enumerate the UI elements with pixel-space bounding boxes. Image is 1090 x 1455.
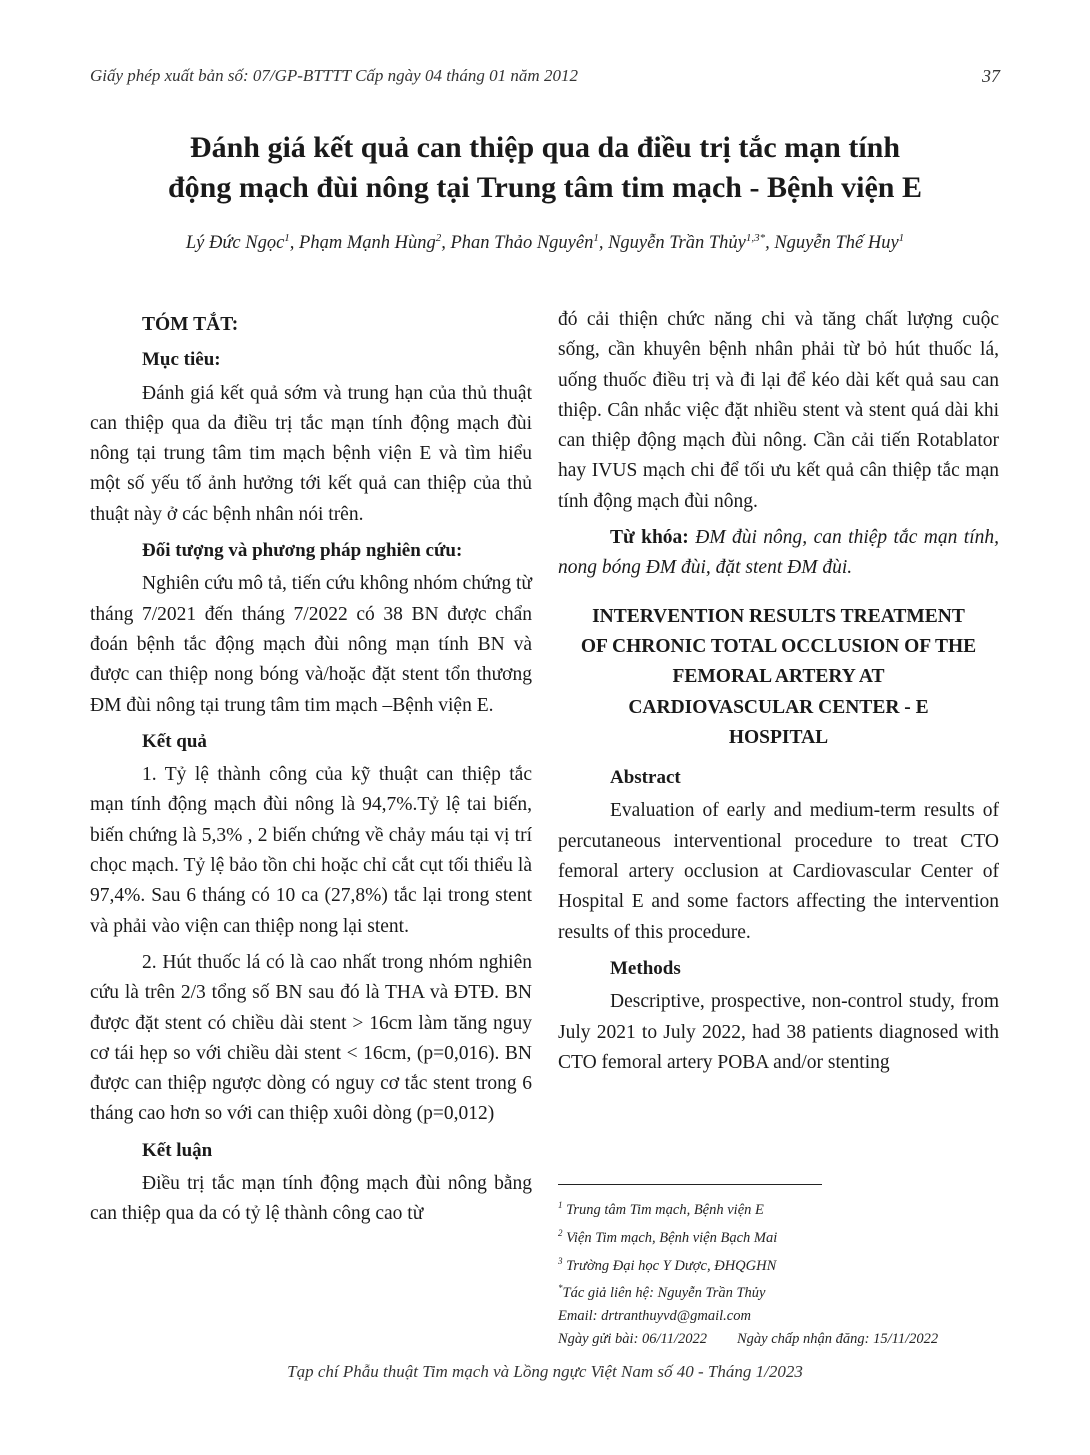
footnote-mark: 1 <box>558 1200 563 1210</box>
results-heading: Kết quả <box>142 730 207 752</box>
conclusion-paragraph-part-2: đó cải thiện chức năng chi và tăng chất lượng cuộc sống, cần khuyên bệnh nhân phải từ bỏ hút thuốc lá, uống thuốc điều trị và đi lại để kéo dài kết quả sau can thiệp. Cân nhắc việc đặt nhiều stent và stent quá dài khi can thiệp động mạch đùi nông. Cần cải tiến Rotablator hay IVUS mạch chi để tối ưu kết quả cân thiệp tắc mạn tính động mạch đùi nông. <box>558 309 999 512</box>
footnote-item <box>558 1194 1018 1222</box>
author-separator: , <box>598 233 609 254</box>
abstract-paragraph: Evaluation of early and medium-term results of percutaneous interventional procedure to treat CTO femoral artery occlusion at Cardiovascular Center of Hospital E and some factors affecting the intervention results of this procedure. <box>558 800 999 943</box>
footnote-text: Trường Đại học Y Dược, ĐHQGHN <box>562 1257 777 1274</box>
author-list <box>60 232 1030 254</box>
author-name: Phạm Mạnh Hùng <box>299 233 436 254</box>
english-methods-paragraph: Descriptive, prospective, non-control study, from July 2021 to July 2022, had 38 patients diagnosed with CTO femoral artery POBA and/or stenting <box>558 991 999 1073</box>
english-title-line: HOSPITAL <box>728 726 829 748</box>
accepted-date: Ngày chấp nhận đăng: 15/11/2022 <box>737 1331 939 1348</box>
summary-heading: TÓM TẮT: <box>142 314 239 335</box>
footnotes <box>558 1194 1018 1351</box>
objective-heading: Mục tiêu: <box>142 349 221 371</box>
english-title-line: INTERVENTION RESULTS TREATMENT <box>592 605 965 627</box>
footnote-mark: 3 <box>558 1255 563 1266</box>
author-name: Lý Đức Ngọc <box>185 233 285 254</box>
author-name: Nguyễn Trần Thủy <box>608 233 746 254</box>
author-name: Nguyễn Thế Huy <box>774 233 899 254</box>
running-header <box>90 66 1000 96</box>
results-paragraph-1: 1. Tỷ lệ thành công của kỹ thuật can thiệp tắc mạn tính động mạch đùi nông là 94,7%.Tỷ lệ tai biến, biến chứng là 5,3% , 2 biến chứng về chảy máu tại vị trí chọc mạch. Tỷ lệ bảo tồn chi hoặc chỉ cắt cụt tối thiểu là 97,4%. Sau 6 tháng có 10 ca (27,8%) tắc lại trong stent và phải vào viện can thiệp nong lại stent. <box>90 764 532 937</box>
author-separator: , <box>441 233 451 254</box>
author-affiliation: 2 <box>435 232 442 244</box>
article-title <box>60 128 1030 208</box>
author-affiliation: 1 <box>284 232 290 244</box>
keywords-label: Từ khóa: <box>610 527 689 549</box>
keywords-text: ĐM đùi nông, can thiệp tắc mạn tính, nong bóng ĐM đùi, đặt stent ĐM đùi. <box>558 527 999 579</box>
footnote-item <box>558 1250 1018 1278</box>
license-text: Giấy phép xuất bản số: 07/GP-BTTTT Cấp ngày 04 tháng 01 năm 2012 <box>90 66 578 85</box>
author-separator: , <box>289 233 300 254</box>
english-title <box>558 602 999 753</box>
footnote-text: Tác giả liên hệ: Nguyễn Trần Thủy <box>562 1285 766 1302</box>
author-separator: , <box>765 233 775 254</box>
author-affiliation: 1,3* <box>745 232 766 244</box>
received-date: Ngày gửi bài: 06/11/2022 <box>558 1331 708 1348</box>
left-column <box>90 310 532 1230</box>
english-title-line: OF CHRONIC TOTAL OCCLUSION OF THE <box>580 635 977 657</box>
author-name: Phan Thảo Nguyên <box>450 233 594 254</box>
title-line-1: Đánh giá kết quả can thiệp qua da điều trị tắc mạn tính <box>189 131 901 164</box>
objective-paragraph: Đánh giá kết quả sớm và trung hạn của thủ thuật can thiệp qua da điều trị tắc mạn tính động mạch đùi nông tại trung tâm tim mạch bệnh viện E và tìm hiểu một số yếu tố ảnh hưởng tới kết quả can thiệp của thủ thuật này ở các bệnh nhân nói trên. <box>90 382 532 525</box>
keywords <box>558 523 999 584</box>
conclusion-heading: Kết luận <box>142 1139 213 1161</box>
right-column <box>558 305 999 1078</box>
footnote-text: Viện Tim mạch, Bệnh viện Bạch Mai <box>562 1229 778 1246</box>
submission-dates <box>558 1328 1018 1351</box>
conclusion-paragraph-part-1: Điều trị tắc mạn tính động mạch đùi nông bằng can thiệp qua da có tỷ lệ thành công cao từ <box>90 1173 532 1225</box>
methods-paragraph: Nghiên cứu mô tả, tiến cứu không nhóm chứng từ tháng 7/2021 đến tháng 7/2022 có 38 BN được chẩn đoán bệnh tắc động mạch đùi nông mạn tính BN và được can thiệp nong bóng và/hoặc đặt stent tổn thương ĐM đùi nông tại trung tâm tim mạch –Bệnh viện E. <box>90 573 532 716</box>
abstract-heading: Abstract <box>610 767 681 789</box>
footnote-mark: * <box>558 1283 563 1294</box>
english-methods-heading: Methods <box>610 957 681 979</box>
english-title-line: FEMORAL ARTERY AT <box>672 666 885 688</box>
methods-heading: Đối tượng và phương pháp nghiên cứu: <box>142 540 463 562</box>
title-line-2: động mạch đùi nông tại Trung tâm tim mạch - Bệnh viện E <box>168 171 922 204</box>
footnote-text: Trung tâm Tim mạch, Bệnh viện E <box>562 1201 764 1218</box>
footnote-mark: 2 <box>558 1227 563 1238</box>
english-title-line: CARDIOVASCULAR CENTER - E <box>628 696 929 718</box>
footnote-divider <box>558 1184 822 1185</box>
author-affiliation: 1 <box>898 232 905 244</box>
results-paragraph-2: 2. Hút thuốc lá có là cao nhất trong nhóm nghiên cứu là trên 2/3 tổng số BN sau đó là THA và ĐTĐ. BN được đặt stent có chiều dài stent > 16cm làm tăng nguy cơ tái hẹp so với chiều dài stent < 16cm, (p=0,016). BN được can thiệp ngược dòng có nguy cơ tắc stent trong 6 tháng cao hơn so với can thiệp xuôi dòng (p=0,012) <box>90 951 532 1125</box>
footnote-item <box>558 1277 1018 1305</box>
contact-email: Email: drtranthuyvd@gmail.com <box>558 1308 751 1325</box>
journal-footer: Tạp chí Phẫu thuật Tim mạch và Lồng ngực Việt Nam số 40 - Tháng 1/2023 <box>287 1362 803 1381</box>
author-affiliation: 1 <box>593 232 599 244</box>
page-number: 37 <box>982 66 1000 86</box>
footnote-item <box>558 1222 1018 1250</box>
